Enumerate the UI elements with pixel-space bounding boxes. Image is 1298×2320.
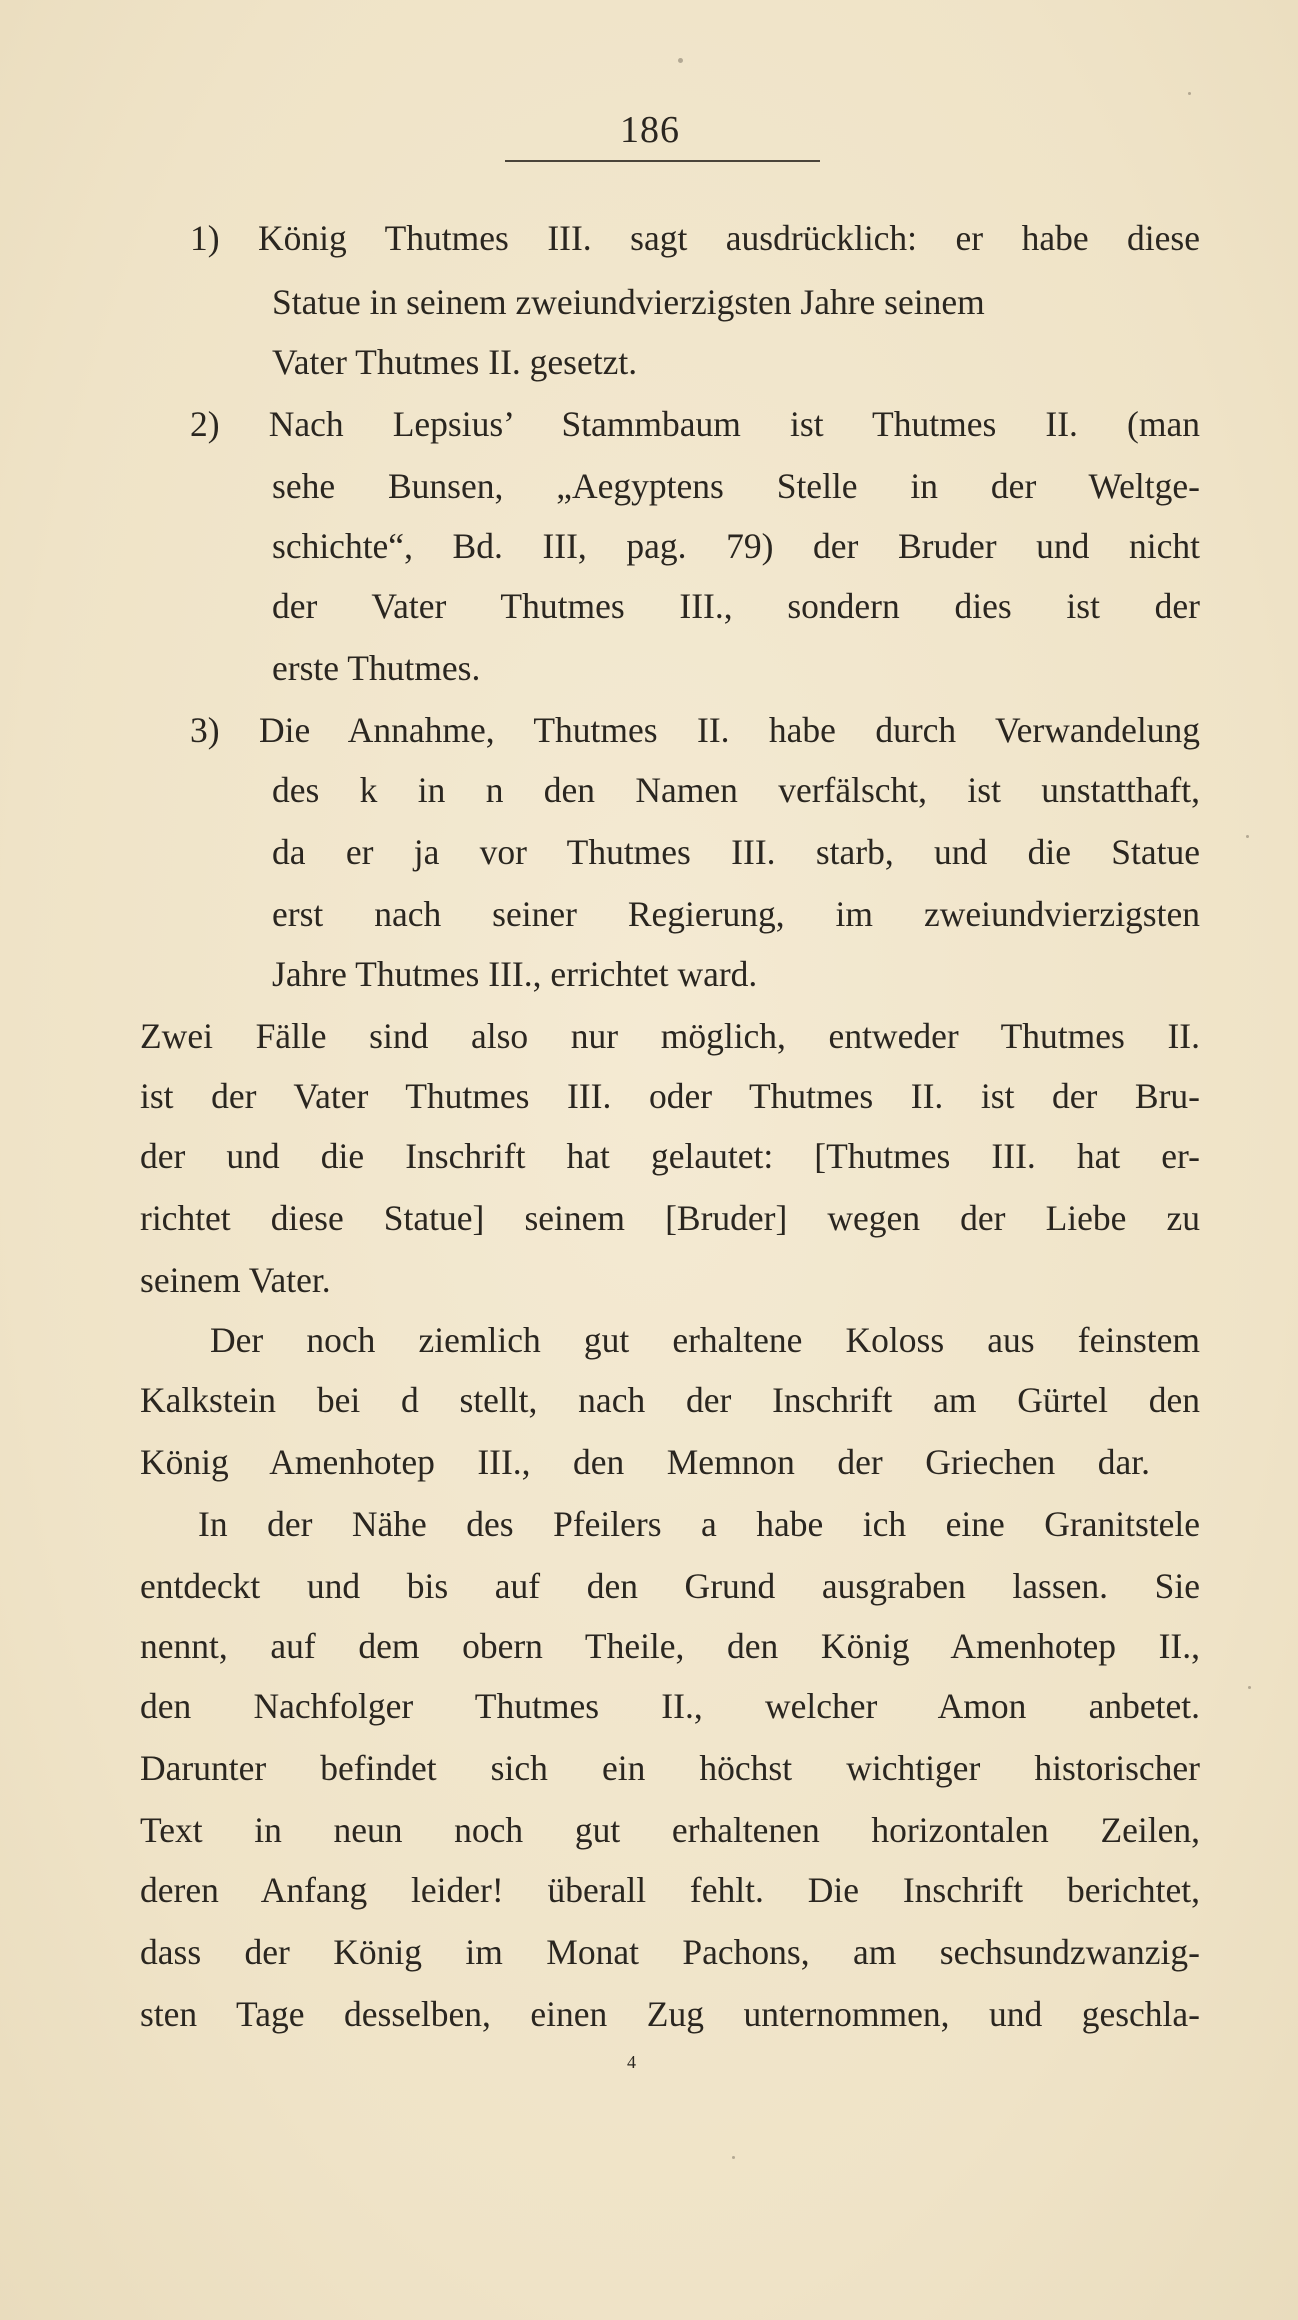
text-line: ist der Vater Thutmes III. oder Thutmes II. ist der Bru- [140, 1076, 1200, 1116]
text-line: erst nach seiner Regierung, im zweiundvierzigsten [272, 894, 1200, 934]
text-line: des k in n den Namen verfälscht, ist unstatthaft, [272, 770, 1200, 810]
text-line: der Vater Thutmes III., sondern dies ist der [272, 586, 1200, 626]
text-line: Der noch ziemlich gut erhaltene Koloss aus feinstem [210, 1320, 1200, 1360]
paper-speck [1248, 1686, 1251, 1689]
text-line: dass der König im Monat Pachons, am sechsundzwanzig- [140, 1932, 1200, 1972]
text-line: Zwei Fälle sind also nur möglich, entweder Thutmes II. [140, 1016, 1200, 1056]
paper-speck [732, 2156, 735, 2159]
page-number: 186 [620, 109, 680, 151]
text-line: richtet diese Statue] seinem [Bruder] wegen der Liebe zu [140, 1198, 1200, 1238]
header-rule [505, 160, 820, 162]
signature-mark: 4 [627, 2052, 636, 2072]
text-line: seinem Vater. [140, 1260, 331, 1300]
text-line: Text in neun noch gut erhaltenen horizontalen Zeilen, [140, 1810, 1200, 1850]
text-line: Kalkstein bei d stellt, nach der Inschrift am Gürtel den [140, 1380, 1200, 1420]
text-line: Darunter befindet sich ein höchst wichtiger historischer [140, 1748, 1200, 1788]
text-line: sehe Bunsen, „Aegyptens Stelle in der Weltge- [272, 466, 1200, 506]
text-line: Jahre Thutmes III., errichtet ward. [272, 954, 758, 994]
text-line: Statue in seinem zweiundvierzigsten Jahre seinem [272, 282, 985, 322]
paper-speck [1246, 835, 1249, 838]
text-line: Vater Thutmes II. gesetzt. [272, 342, 638, 382]
text-line: sten Tage desselben, einen Zug unternommen, und geschla- [140, 1994, 1200, 2034]
text-line: In der Nähe des Pfeilers a habe ich eine Granitstele [198, 1504, 1200, 1544]
text-line: erste Thutmes. [272, 648, 481, 688]
text-line: 3) Die Annahme, Thutmes II. habe durch Verwandelung [190, 710, 1200, 750]
text-line: den Nachfolger Thutmes II., welcher Amon anbetet. [140, 1686, 1200, 1726]
text-line: König Amenhotep III., den Memnon der Griechen dar. [140, 1442, 1150, 1482]
text-line: entdeckt und bis auf den Grund ausgraben lassen. Sie [140, 1566, 1200, 1606]
paper-speck [678, 58, 683, 63]
text-line: 1) König Thutmes III. sagt ausdrücklich: er habe diese [190, 218, 1200, 258]
text-line: nennt, auf dem obern Theile, den König Amenhotep II., [140, 1626, 1200, 1666]
text-line: 2) Nach Lepsius’ Stammbaum ist Thutmes II. (man [190, 404, 1200, 444]
text-line: der und die Inschrift hat gelautet: [Thutmes III. hat er- [140, 1136, 1200, 1176]
text-line: deren Anfang leider! überall fehlt. Die Inschrift berichtet, [140, 1870, 1200, 1910]
paper-speck [1188, 92, 1191, 95]
text-line: da er ja vor Thutmes III. starb, und die Statue [272, 832, 1200, 872]
text-line: schichte“, Bd. III, pag. 79) der Bruder und nicht [272, 526, 1200, 566]
